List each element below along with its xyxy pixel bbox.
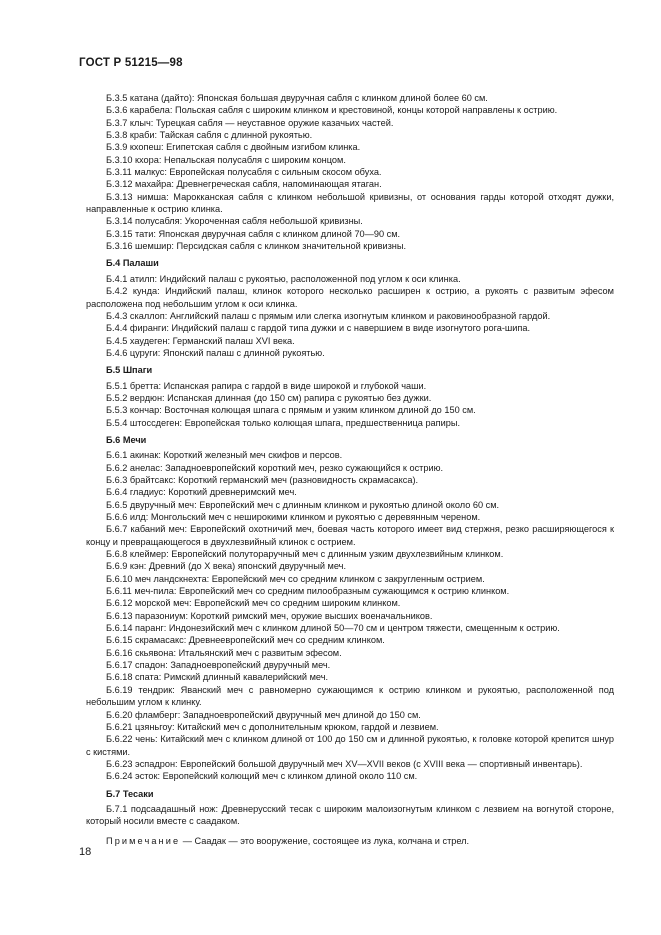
list-item: Б.5.4 штоссдеген: Европейская только колющая шпага, предшественница рапиры. xyxy=(106,417,461,428)
list-item: Б.6.7 кабаний меч: Европейский охотничий меч, боевая часть которого имеет вид стержня, резко расширяющегося к концу и превращающегося в двухлезвийный клинок с острием. xyxy=(86,524,614,547)
list-item: Б.3.6 карабела: Польская сабля с широким клинком и крестовиной, концы которой направлены к острию. xyxy=(106,105,558,116)
section-heading: Б.6 Мечи xyxy=(106,434,147,445)
list-item: Б.6.10 меч ландскнехта: Европейский меч со средним клинком с закругленным острием. xyxy=(106,573,485,584)
list-item: Б.4.3 скаллоп: Английский палаш с прямым или слегка изогнутым клинком и раковинообразной гардой. xyxy=(106,310,551,321)
list-item: Б.6.4 гладиус: Короткий древнеримский меч. xyxy=(106,487,297,498)
list-item: Б.3.16 шемшир: Персидская сабля с клинком значительной кривизны. xyxy=(106,241,407,252)
section-b5 xyxy=(86,364,614,429)
section-heading: Б.7 Тесаки xyxy=(106,788,154,799)
list-item: Б.3.5 катана (дайто): Японская большая двуручная сабля с клинком длиной более 60 см. xyxy=(106,93,488,103)
document-body xyxy=(86,92,614,847)
page-number: 18 xyxy=(79,846,92,858)
list-item: Б.6.2 анелас: Западноевропейский короткий меч, резко сужающийся к острию. xyxy=(106,462,444,473)
section-b7 xyxy=(86,788,614,847)
section-b6 xyxy=(86,434,614,783)
list-item: Б.6.18 спата: Римский длинный кавалерийский меч. xyxy=(106,672,329,683)
list-item: Б.3.15 тати: Японская двуручная сабля с клинком длиной 70—90 см. xyxy=(106,228,401,239)
list-item: Б.6.15 скрамасакс: Древнеевропейский меч со средним клинком. xyxy=(106,635,385,646)
list-item: Б.3.14 полусабля: Укороченная сабля небольшой кривизны. xyxy=(106,216,363,227)
list-item: Б.3.10 кхора: Непальская полусабля с широким концом. xyxy=(106,154,346,165)
list-item: Б.6.14 паранг: Индонезийский меч с клинком длиной 50—70 см и центром тяжести, смещенным к острию. xyxy=(106,623,560,634)
list-item: Б.6.11 меч-пила: Европейский меч со средним пилообразным сужающимся к острию клинком. xyxy=(106,586,510,597)
list-item: Б.6.8 клеймер: Европейский полутораручный меч с длинным узким двухлезвийным клинком. xyxy=(106,549,504,560)
section-b4 xyxy=(86,257,614,359)
list-item: Б.3.9 кхопеш: Египетская сабля с двойным изгибом клинка. xyxy=(106,142,361,153)
list-item: Б.3.12 махайра: Древнегреческая сабля, напоминающая ятаган. xyxy=(106,179,382,190)
list-item: Б.6.20 фламберг: Западноевропейский двуручный меч длиной до 150 см. xyxy=(106,709,421,720)
section-heading: Б.4 Палаши xyxy=(106,258,159,269)
list-item: Б.6.3 брайтсакс: Короткий германский меч (разновидность скрамасакса). xyxy=(106,474,419,485)
list-item: Б.6.17 спадон: Западноевропейский двуручный меч. xyxy=(106,660,331,671)
list-item: Б.6.23 эспадрон: Европейский большой двуручный меч XV—XVII веков (с XVIII века — спортивный инвентарь). xyxy=(106,758,583,769)
list-item: Б.4.1 атилп: Индийский палаш с рукоятью, расположенной под углом к оси клинка. xyxy=(106,273,461,284)
list-item: Б.3.7 клыч: Турецкая сабля — неуставное оружие казачьих частей. xyxy=(106,117,394,128)
note-text: — Саадак — это вооружение, состоящее из лука, колчана и стрел. xyxy=(182,835,470,846)
note-label: Примечание xyxy=(106,835,181,846)
list-item: Б.6.1 акинак: Короткий железный меч скифов и персов. xyxy=(106,450,343,461)
list-item: Б.3.11 малкус: Европейская полусабля с сильным скосом обуха. xyxy=(106,167,382,178)
list-item: Б.6.13 паразониум: Короткий римский меч, оружие высших военачальников. xyxy=(106,610,433,621)
list-item: Б.6.6 илд: Монгольский меч с неширокими клинком и рукоятью с деревянным череном. xyxy=(106,512,481,522)
list-item: Б.6.24 эсток: Европейский колющий меч с клинком длиной около 110 см. xyxy=(106,771,418,782)
list-item: Б.6.16 скьявона: Итальянский меч с развитым эфесом. xyxy=(106,647,342,658)
list-item: Б.3.13 нимша: Марокканская сабля с клинком небольшой кривизны, от основания гарды которой отходят дужки, направленные к острию клинка. xyxy=(86,191,614,215)
section-heading: Б.5 Шпаги xyxy=(106,365,153,376)
note xyxy=(86,835,614,847)
list-item: Б.6.21 цзяньгоу: Китайский меч с дополнительным крюком, гардой и лезвием. xyxy=(106,721,439,732)
list-item: Б.7.1 подсаадашный нож: Древнерусский тесак с широким малоизогнутым клинком с лезвием на вогнутой стороне, который носили вместе с саадаком. xyxy=(86,803,614,827)
list-item: Б.6.9 кэн: Древний (до X века) японский двуручный меч. xyxy=(106,561,347,572)
list-item: Б.6.19 тендрик: Яванский меч с равномерно сужающимся к острию клинком и рукоятью, расположенной под небольшим углом к клинку. xyxy=(86,684,614,708)
list-item: Б.6.22 чень: Китайский меч с клинком длиной от 100 до 150 см и длинной рукоятью, к головке которой крепится шнур с кистями. xyxy=(86,734,614,757)
list-item: Б.4.4 фиранги: Индийский палаш с гардой типа дужки и с навершием в виде изогнутого рога-шипа. xyxy=(106,323,531,334)
list-item: Б.6.5 двуручный меч: Европейский меч с длинным клинком и рукоятью длиной около 60 см. xyxy=(106,499,500,510)
list-item: Б.5.3 кончар: Восточная колющая шпага с прямым и узким клинком длиной до 150 см. xyxy=(106,405,476,416)
list-item: Б.5.2 вердюн: Испанская длинная (до 150 см) рапира с рукоятью без дужки. xyxy=(106,392,432,403)
list-item: Б.4.5 хаудеген: Германский палаш XVI века. xyxy=(106,335,295,346)
list-item: Б.4.6 цуруги: Японский палаш с длинной рукоятью. xyxy=(106,347,325,358)
document-header: ГОСТ Р 51215—98 xyxy=(79,57,183,69)
section-b3-tail xyxy=(86,92,614,252)
list-item: Б.3.8 краби: Тайская сабля с длинной рукоятью. xyxy=(106,130,313,141)
list-item: Б.5.1 бретта: Испанская рапира с гардой в виде широкой и глубокой чаши. xyxy=(106,380,427,391)
list-item: Б.6.12 морской меч: Европейский меч со средним широким клинком. xyxy=(106,598,401,609)
list-item: Б.4.2 кунда: Индийский палаш, клинок которого несколько расширен к острию, а рукоять с развитым эфесом расположена под небольшим углом к оси клинка. xyxy=(86,286,614,309)
